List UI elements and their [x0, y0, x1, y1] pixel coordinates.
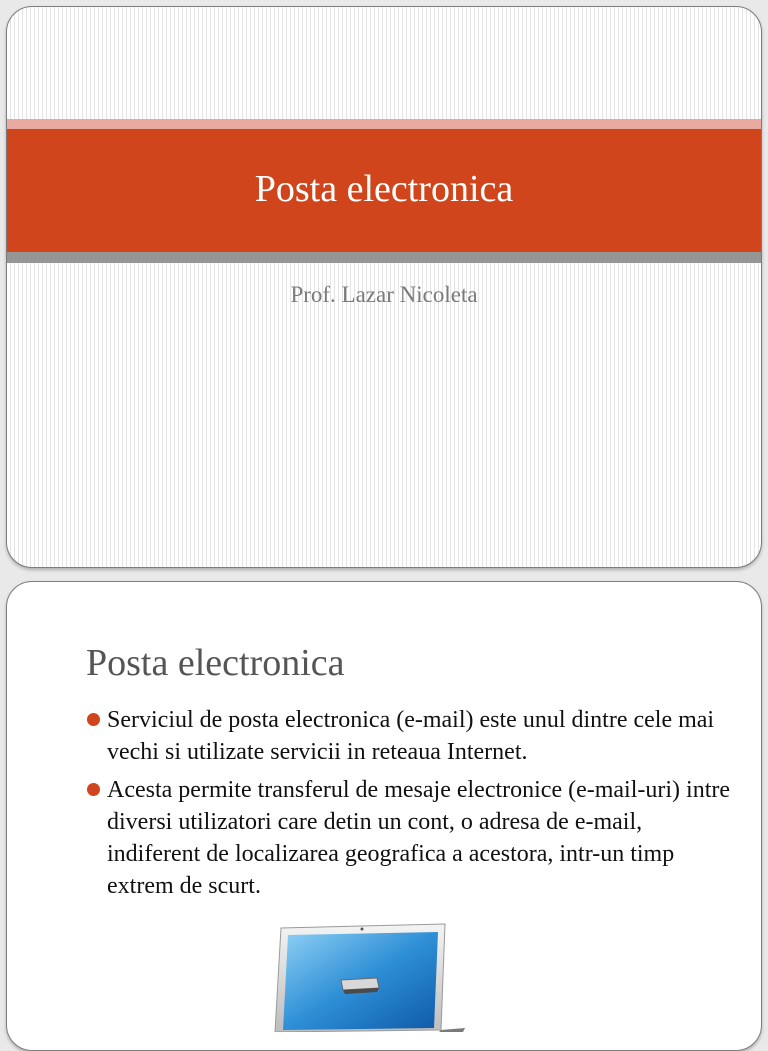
- bullet-icon: [87, 713, 100, 726]
- bullet-item: [85, 774, 735, 902]
- laptop-email-icon: [269, 922, 469, 1032]
- bullet-list: [85, 704, 735, 908]
- bullet-item: [85, 704, 735, 768]
- title-slide: [6, 6, 762, 568]
- content-slide: [6, 581, 762, 1051]
- accent-stripe: [7, 119, 761, 129]
- bullet-text: Acesta permite transferul de mesaje electronice (e-mail-uri) intre diversi utilizatori care detin un cont, o adresa de e-mail, indiferent de localizarea geografica a acestora, intr-un timp extrem de scurt.: [107, 777, 731, 899]
- slide-title: Posta electronica: [254, 168, 514, 210]
- bullet-text: Serviciul de posta electronica (e-mail) este unul dintre cele mai vechi si utilizate servicii in reteaua Internet.: [107, 707, 715, 765]
- bullet-icon: [87, 783, 100, 796]
- slide-subtitle: Prof. Lazar Nicoleta: [290, 282, 478, 307]
- content-title: Posta electronica: [86, 642, 345, 684]
- divider-stripe: [7, 252, 761, 263]
